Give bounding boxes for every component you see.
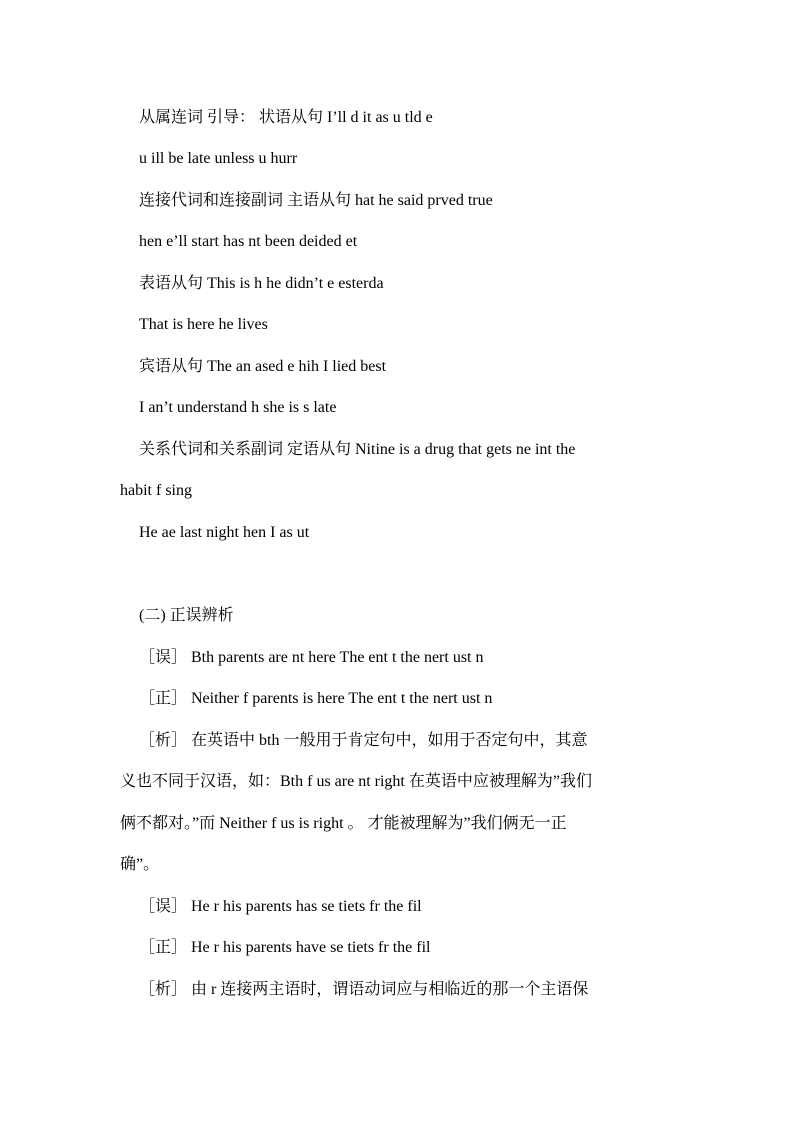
text-line: 表语从句 This is h he didn’t e esterda xyxy=(139,275,384,292)
text-line: ［误］ He r his parents has se tiets fr the fil xyxy=(139,898,422,915)
text-line: That is here he lives xyxy=(139,316,268,333)
text-line: ［误］ Bth parents are nt here The ent t the nert ust n xyxy=(139,649,484,666)
text-line: ［正］ He r his parents have se tiets fr the fil xyxy=(139,939,431,956)
text-line: 确”。 xyxy=(120,856,160,873)
text-line: 从属连词 引导： 状语从句 I’ll d it as u tld e xyxy=(139,109,433,126)
text-line: 宾语从句 The an ased e hih I lied best xyxy=(139,358,387,375)
text-line: 关系代词和关系副词 定语从句 Nitine is a drug that gets ne int the xyxy=(139,441,576,458)
text-line: 义也不同于汉语，如：Bth f us are nt right 在英语中应被理解为”我们 xyxy=(120,773,592,790)
text-line: ［正］ Neither f parents is here The ent t the nert ust n xyxy=(139,690,493,707)
text-line: habit f sing xyxy=(120,482,192,499)
text-line: He ae last night hen I as ut xyxy=(139,524,310,541)
section-heading: (二) 正误辨析 xyxy=(139,607,234,624)
text-line: 俩不都对。”而 Neither f us is right 。 才能被理解为”我们俩无一正 xyxy=(120,815,567,832)
text-line: ［析］ 在英语中 bth 一般用于肯定句中，如用于否定句中，其意 xyxy=(139,732,588,749)
text-line: I an’t understand h she is s late xyxy=(139,399,337,416)
text-line: u ill be late unless u hurr xyxy=(139,150,298,167)
text-line: 连接代词和连接副词 主语从句 hat he said prved true xyxy=(139,192,493,209)
text-line: ［析］ 由 r 连接两主语时，谓语动词应与相临近的那一个主语保 xyxy=(139,981,589,998)
text-line: hen e’ll start has nt been deided et xyxy=(139,233,358,250)
